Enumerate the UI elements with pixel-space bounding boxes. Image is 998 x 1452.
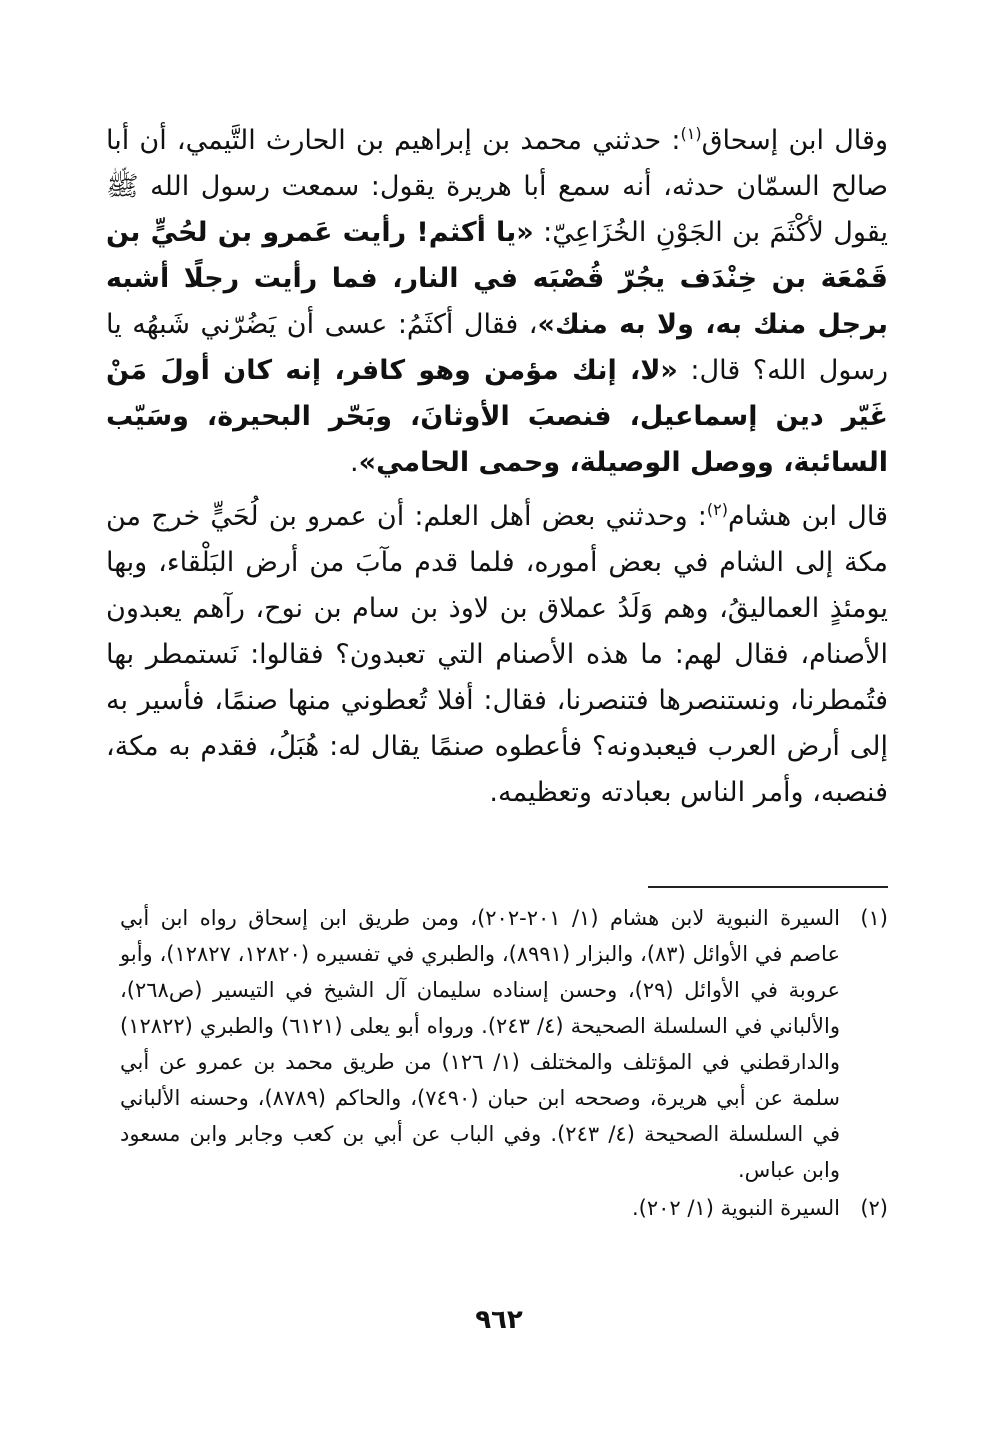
text-run: وقال ابن إسحاق: [701, 125, 888, 156]
footnote-2: [120, 1190, 888, 1226]
paragraph-2: [106, 494, 888, 816]
footnote-number: (١): [860, 906, 888, 930]
footnote-marker-2: (٢): [706, 500, 728, 519]
text-run: ، فقال أكثَمُ: عسى أن يَضُرّني شَبهُه يا رسول الله؟ قال:: [106, 309, 888, 386]
text-run: .: [350, 447, 359, 478]
footnote-text: السيرة النبوية (١/ ٢٠٢).: [631, 1196, 840, 1220]
footnotes: [120, 900, 888, 1228]
paragraph-1: [106, 118, 888, 486]
footnote-text: السيرة النبوية لابن هشام (١/ ٢٠١-٢٠٢)، ومن طريق ابن إسحاق رواه ابن أبي عاصم في الأوائل (٨٣)، والبزار (٨٩٩١)، والطبري في تفسيره (١٢٨٢٠، ١٢٨٢٧)، وأبو عروبة في الأوائل (٢٩)، وحسن إسناده سليمان آل الشيخ في التيسير (ص٢٦٨)، والألباني في السلسلة الصحيحة (٤/ ٢٤٣). ورواه أبو يعلى (٦١٢١) والطبري (١٢٨٢٢) والدارقطني في المؤتلف والمختلف (١/ ١٢٦) من طريق محمد بن عمرو عن أبي سلمة عن أبي هريرة، وصححه ابن حبان (٧٤٩٠)، والحاكم (٨٧٨٩)، وحسنه الألباني في السلسلة الصحيحة (٤/ ٢٤٣). وفي الباب عن أبي بن كعب وجابر وابن مسعود وابن عباس.: [120, 906, 840, 1182]
text-run: : وحدثني بعض أهل العلم: أن عمرو بن لُحَيٍّ خرج من مكة إلى الشام في بعض أموره، فلما قدم مآبَ من أرض البَلْقاء، وبها يومئذٍ العماليقُ، وهم وَلَدُ عملاق بن لاوذ بن سام بن نوح، رآهم يعبدون الأصنام، فقال لهم: ما هذه الأصنام التي تعبدون؟ فقالوا: نَستمطر بها فتُمطرنا، ونستنصرها فتنصرنا، فقال: أفلا تُعطوني منها صنمًا، فأسير به إلى أرض العرب فيعبدونه؟ فأعطوه صنمًا يقال له: هُبَلُ، فقدم به مكة، فنصبه، وأمر الناس بعبادته وتعظيمه.: [106, 501, 888, 808]
text-run: قال ابن هشام: [728, 501, 888, 532]
main-text: [106, 118, 888, 824]
page-number: ٩٦٢: [475, 1305, 523, 1335]
text-run: : حدثني محمد بن إبراهيم بن الحارث التَّيمي، أن أبا صالح السمّان حدثه، أنه سمع أبا هريرة يقول: سمعت رسول الله ﷺ يقول لأكْثَمَ بن الجَوْنِ الخُزَاعِيّ:: [106, 125, 888, 248]
footnote-marker-1: (١): [680, 124, 702, 143]
hadith-quote: «يا أكثم! رأيت عَمرو بن لحُيٍّ بن قَمْعَة بن خِنْدَف يجُرّ قُصْبَه في النار، فما رأيت رجلًا أشبه برجل منك به، ولا به منك»: [106, 217, 888, 340]
hadith-quote: «لا، إنك مؤمن وهو كافر، إنه كان أولَ مَنْ غَيّر دين إسماعيل، فنصبَ الأوثانَ، وبَحّر البحيرة، وسَيّب السائبة، ووصل الوصيلة، وحمى الحامي»: [106, 355, 888, 478]
footnote-number: (٢): [860, 1196, 888, 1220]
footnote-separator: [648, 886, 888, 888]
footnote-1: [120, 900, 888, 1188]
